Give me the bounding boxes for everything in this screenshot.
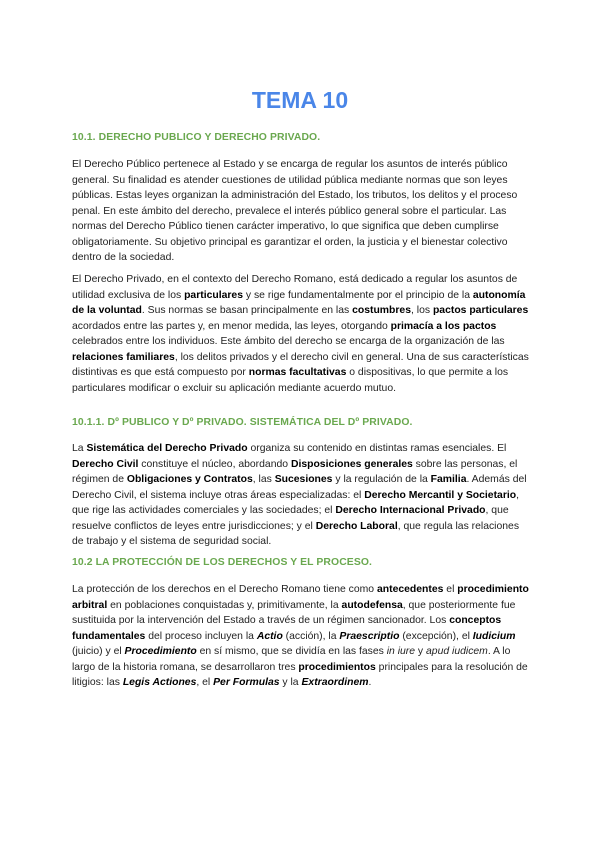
emphasis-term: antecedentes (376, 584, 444, 595)
text-run: . (368, 677, 372, 688)
emphasis-term: Derecho Laboral (315, 520, 398, 532)
emphasis-term: procedimiento arbitral (72, 584, 529, 611)
text-run: el (443, 584, 458, 595)
emphasis-term: Derecho Civil (72, 458, 139, 470)
emphasis-term: autodefensa (341, 599, 403, 611)
emphasis-term: Legis Actiones (122, 677, 197, 688)
paragraph-derecho-privado (72, 272, 530, 396)
emphasis-term: Extraordinem (301, 677, 369, 688)
emphasis-term: Derecho Mercantil y Societario (364, 489, 517, 501)
emphasis-term: conceptos fundamentales (72, 615, 502, 642)
text-run: o dispositivas, lo que permite a los particulares modificar o excluir su aplicación mediante acuerdo mutuo. (72, 367, 509, 394)
emphasis-term: Per Formulas (213, 677, 280, 688)
text-run: La (72, 443, 87, 454)
text-run: en sí mismo, que se dividía en las fases (196, 646, 387, 657)
text-run: y se rige fundamentalmente por el principio de la (242, 289, 473, 301)
text-run: , que posteriormente fue sustituida por la intervención del Estado a través de un régimen sancionador. Los (72, 599, 516, 626)
text-run: y la (279, 677, 302, 688)
text-run: principales para la resolución de litigios: las (72, 661, 528, 688)
emphasis-term: costumbres (352, 305, 411, 316)
text-run: , las (252, 474, 275, 485)
text-run: , los (411, 305, 433, 316)
text-run: y la regulación de la (332, 474, 431, 485)
emphasis-term: apud iudicem (426, 646, 488, 657)
emphasis-term: in iure (386, 646, 416, 657)
section-heading-10-2: 10.2 LA PROTECCIÓN DE LOS DERECHOS Y EL PROCESO. (72, 557, 373, 568)
emphasis-term: Praescriptio (339, 630, 400, 642)
text-run: en poblaciones conquistadas y, primitivamente, la (107, 599, 342, 611)
text-run: sobre las personas, el régimen de (72, 458, 518, 485)
emphasis-term: procedimientos (298, 661, 376, 673)
emphasis-term: Disposiciones generales (290, 458, 413, 470)
text-run: celebrados entre los individuos. Este ámbito del derecho se encarga de la organización de las (72, 336, 505, 347)
emphasis-term: Actio (256, 630, 283, 642)
emphasis-term: Procedimiento (124, 646, 197, 657)
text-run: (acción), la (282, 630, 340, 642)
text-run: (juicio) y el (72, 646, 125, 657)
emphasis-term: relaciones familiares (72, 351, 175, 363)
emphasis-term: Obligaciones y Contratos (126, 474, 253, 485)
emphasis-term: primacía a los pactos (390, 320, 497, 332)
text-run: . Sus normas se basan principalmente en las (141, 305, 353, 316)
emphasis-term: Derecho Internacional Privado (335, 505, 486, 516)
paragraph-sistematica (72, 441, 530, 550)
text-run: del proceso incluyen la (145, 630, 257, 642)
emphasis-term: Iudicium (472, 630, 516, 642)
text-run: y (415, 646, 427, 657)
emphasis-term: Sucesiones (274, 474, 333, 485)
emphasis-term: Sistemática del Derecho Privado (86, 443, 248, 454)
page-title: TEMA 10 (251, 87, 349, 113)
text-run: , que rige las actividades comerciales y las sociedades; el (72, 489, 519, 516)
section-heading-10-1: 10.1. DERECHO PUBLICO Y DERECHO PRIVADO. (72, 132, 321, 143)
section-heading-10-1-1: 10.1.1. Dº PUBLICO Y Dº PRIVADO. SISTEMÁTICA DEL Dº PRIVADO. (72, 417, 413, 428)
text-run: La protección de los derechos en el Derecho Romano tiene como (72, 584, 377, 595)
emphasis-term: Familia (430, 474, 467, 485)
text-run: El Derecho Privado, en el contexto del Derecho Romano, está dedicado a regular los asuntos de utilidad exclusiva de los (72, 274, 518, 301)
text-run: , los delitos privados y el derecho civil en general. Una de sus características distintivas es que está compuesto por (72, 351, 529, 378)
text-run: . Además del Derecho Civil, el sistema incluye otras áreas especializadas: el (72, 474, 527, 501)
text-run: organiza su contenido en distintas ramas esenciales. El (247, 443, 507, 454)
text-run: . A lo largo de la historia romana, se desarrollaron tres (72, 646, 511, 673)
paragraph-proteccion-derechos (72, 582, 530, 691)
text-run: , que resuelve conflictos de leyes entre jurisdicciones; y el (72, 505, 509, 532)
text-run: , que regula las relaciones de trabajo y el sistema de seguridad social. (72, 520, 520, 547)
emphasis-term: pactos particulares (432, 305, 529, 316)
emphasis-term: normas facultativas (248, 367, 347, 378)
emphasis-term: autonomía de la voluntad (72, 289, 526, 316)
text-run: , el (196, 677, 214, 688)
text-run: constituye el núcleo, abordando (138, 458, 291, 470)
paragraph-derecho-publico: El Derecho Público pertenece al Estado y se encarga de regular los asuntos de interés público general. Su finalidad es atender cuestiones de utilidad pública mediante normas que son leyes públicas. Estas leyes organizan la administración del Estado, los tributos, los delitos y el proceso penal. En este ámbito del derecho, prevalece el interés público general sobre el particular. Las normas del Derecho Público tienen carácter imperativo, lo que significa que deben cumplirse obligatoriamente. Su objetivo principal es garantizar el orden, la justicia y el bienestar colectivo dentro de la sociedad. (72, 159, 518, 263)
text-run: (excepción), el (399, 630, 473, 642)
emphasis-term: particulares (184, 289, 243, 301)
text-run: acordados entre las partes y, en menor medida, las leyes, otorgando (72, 320, 391, 332)
